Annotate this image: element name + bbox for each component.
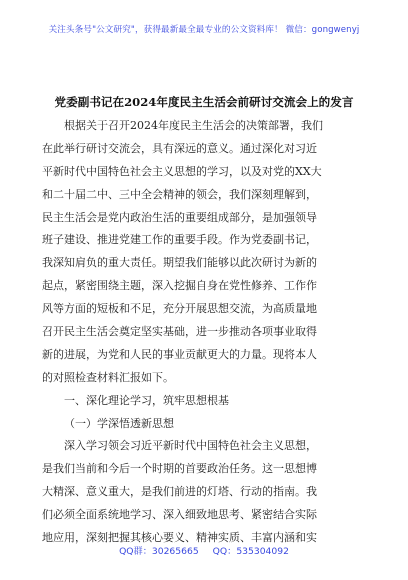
paragraph-line: 民主生活会是党内政治生活的重要组成部分，是加强领导: [42, 210, 317, 224]
subsection-heading: （一）学深悟透新思想: [64, 416, 174, 430]
paragraph-line: 的对照检查材料汇报如下。: [42, 370, 174, 384]
footer-qq-group: QQ群：30265665: [119, 546, 199, 557]
paragraph-line: 和二十届二中、三中全会精神的领会，我们深刻理解到，: [42, 187, 317, 201]
document-body: [42, 115, 364, 550]
paragraph-line: 召开民主生活会奠定坚实基础，进一步推动各项事业取得: [42, 325, 317, 339]
header-promo-note: 关注头条号"公文研究"，获得最新最全最专业的公文资料库！ 微信：gongwenyj: [48, 25, 360, 35]
document-title: 党委副书记在2024年度民主生活会前研讨交流会上的发言: [54, 95, 354, 109]
paragraph-line: 们必须全面系统地学习、深入细致地思考、紧密结合实际: [42, 508, 317, 522]
paragraph-line: 大精深、意义重大，是我们前进的灯塔、行动的指南。我: [42, 485, 317, 499]
paragraph-line: 深入学习领会习近平新时代中国特色社会主义思想，: [64, 439, 317, 453]
paragraph-line: 我深知肩负的重大责任。期望我们能够以此次研讨为新的: [42, 256, 317, 270]
paragraph-line: 根据关于召开2024年度民主生活会的决策部署，我们: [64, 119, 323, 132]
paragraph-line: 起点，紧密围绕主题，深入挖掘自身在党性修养、工作作: [42, 279, 317, 293]
paragraph-line: 地应用，深刻把握其核心要义、精神实质、丰富内涵和实: [42, 531, 317, 545]
paragraph-line: 是我们当前和今后一个时期的首要政治任务。这一思想博: [42, 462, 317, 476]
footer-contact: [0, 543, 408, 557]
footer-qq-number: QQ：535304092: [212, 546, 289, 557]
paragraph-line: 班子建设、推进党建工作的重要手段。作为党委副书记，: [42, 233, 317, 247]
paragraph-line: 在此举行研讨交流会，具有深远的意义。通过深化对习近: [42, 141, 317, 155]
paragraph-line: 新的进展，为党和人民的事业贡献更大的力量。现将本人: [42, 347, 317, 361]
section-heading: 一、深化理论学习，筑牢思想根基: [64, 393, 229, 407]
paragraph-line: 平新时代中国特色社会主义思想的学习，以及对党的XX大: [42, 164, 322, 178]
paragraph-line: 风等方面的短板和不足，充分开展思想交流，为高质量地: [42, 302, 317, 316]
